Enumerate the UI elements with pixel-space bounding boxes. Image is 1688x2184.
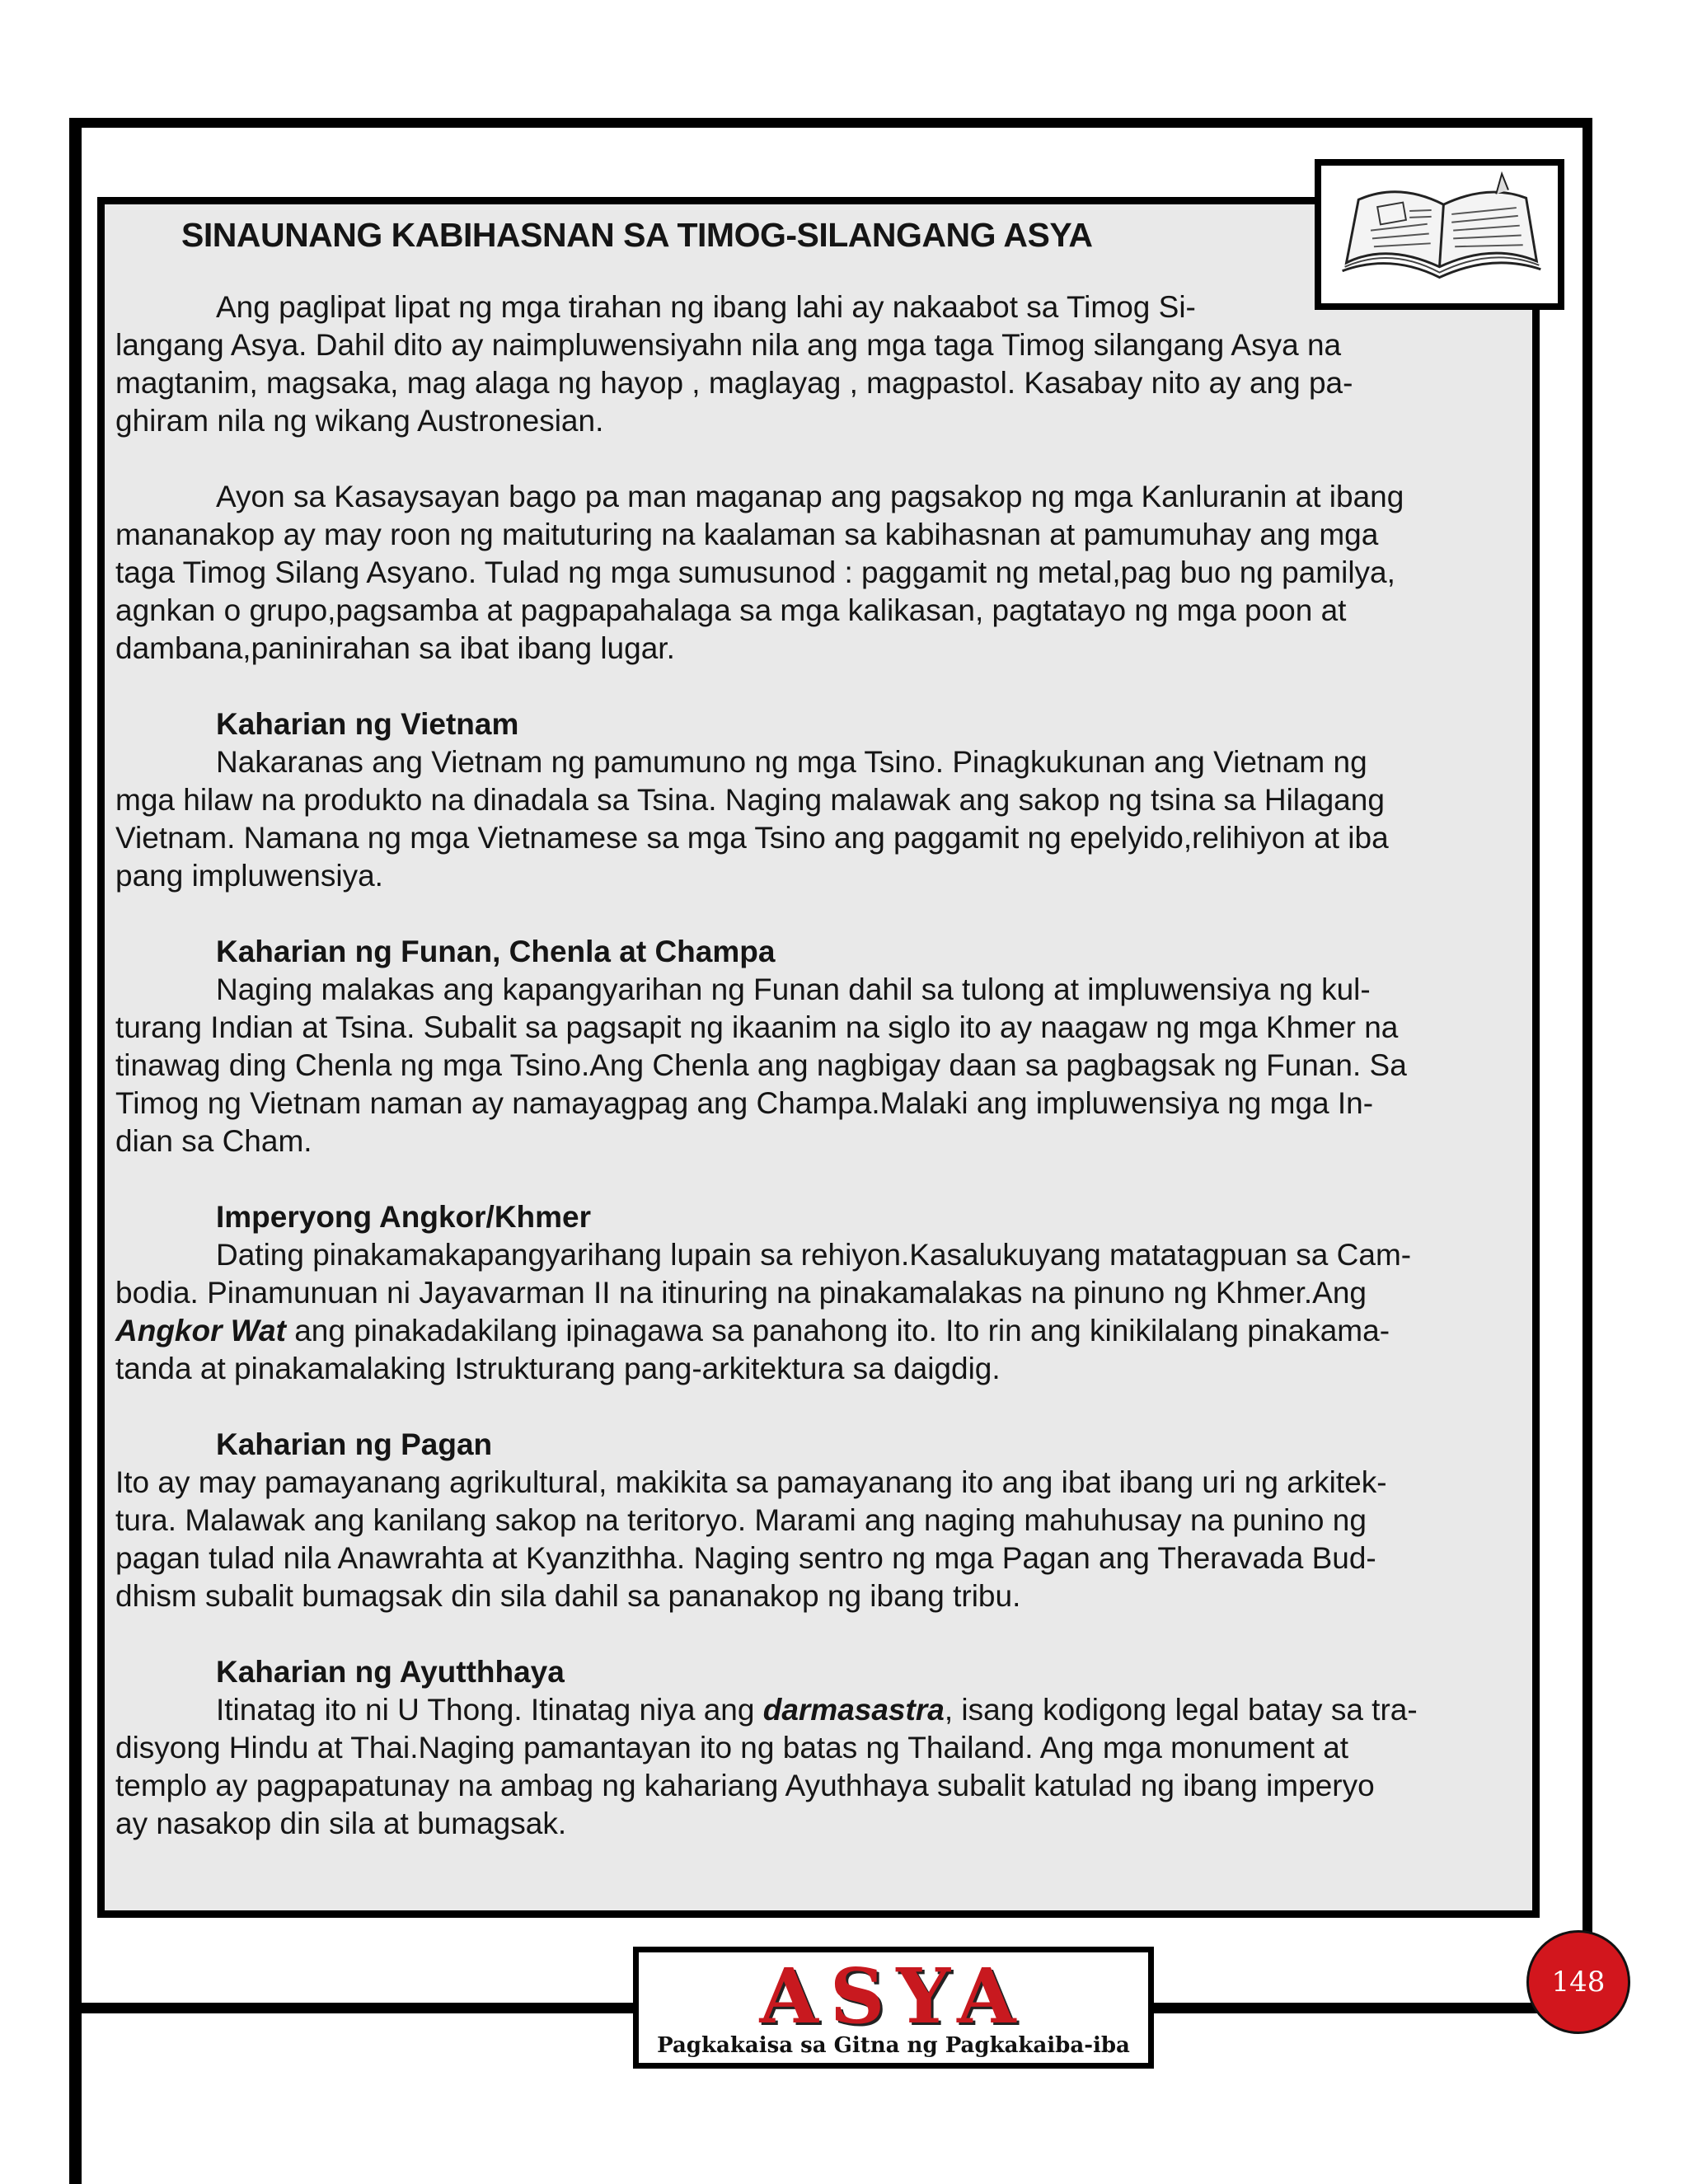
section-heading: Kaharian ng Ayutthhaya xyxy=(216,1655,565,1689)
text-line: mga hilaw na produkto na dinadala sa Tsina. Naging malawak ang sakop ng tsina sa Hilagang xyxy=(115,783,1385,817)
text-line: Ito ay may pamayanang agrikultural, makikita sa pamayanang ito ang ibat ibang uri ng arkitek- xyxy=(115,1465,1387,1499)
text-line: pang impluwensiya. xyxy=(115,859,383,893)
text-line: taga Timog Silang Asyano. Tulad ng mga sumusunod : paggamit ng metal,pag buo ng pamilya, xyxy=(115,555,1395,589)
text-line: dian sa Cham. xyxy=(115,1124,312,1158)
text-line: tanda at pinakamalaking Istrukturang pang-arkitektura sa daigdig. xyxy=(115,1352,1001,1385)
frame-top-border xyxy=(69,118,1592,128)
page-number-badge: 148 xyxy=(1529,1933,1628,2032)
section-funan xyxy=(115,933,1508,1160)
intro-paragraph xyxy=(115,288,1508,440)
text-line: turang Indian at Tsina. Subalit sa pagsapit ng ikaanim na siglo ito ay naagaw ng mga Khmer na xyxy=(115,1010,1399,1044)
section-heading: Kaharian ng Funan, Chenla at Champa xyxy=(216,935,776,968)
section-vietnam xyxy=(115,705,1508,895)
section-pagan xyxy=(115,1426,1508,1615)
text-line: bodia. Pinamunuan ni Jayavarman II na itinuring na pinakamalakas na pinuno ng Khmer.Ang xyxy=(115,1276,1367,1310)
text-line: Nakaranas ang Vietnam ng pamumuno ng mga Tsino. Pinagkukunan ang Vietnam ng xyxy=(216,745,1367,779)
text-line: Dating pinakamakapangyarihang lupain sa rehiyon.Kasalukuyang matatagpuan sa Cam- xyxy=(216,1238,1412,1272)
section-heading: Imperyong Angkor/Khmer xyxy=(216,1200,592,1234)
section-ayutthaya xyxy=(115,1653,1508,1843)
text-line: ghiram nila ng wikang Austronesian. xyxy=(115,404,604,438)
text-line: Timog ng Vietnam naman ay namayagpag ang Champa.Malaki ang impluwensiya ng mga In- xyxy=(115,1086,1374,1120)
article-body xyxy=(115,213,1508,1843)
logo-subtitle: Pagkakaisa sa Gitna ng Pagkakaiba-iba xyxy=(657,2033,1130,2058)
history-paragraph xyxy=(115,478,1508,668)
section-heading: Kaharian ng Pagan xyxy=(216,1427,493,1461)
section-angkor xyxy=(115,1198,1508,1388)
frame-right-border xyxy=(1582,118,1592,2013)
logo-wordmark: ASYA xyxy=(759,1952,1028,2041)
emphasis-angkor-wat: Angkor Wat xyxy=(115,1314,286,1347)
text-line: agnkan o grupo,pagsamba at pagpapahalaga sa mga kalikasan, pagtatayo ng mga poon at xyxy=(115,593,1347,627)
text-line xyxy=(115,1312,1508,1350)
section-heading: Kaharian ng Vietnam xyxy=(216,707,519,741)
text-fragment: Itinatag ito ni U Thong. Itinatag niya ang xyxy=(216,1693,763,1727)
text-line: pagan tulad nila Anawrahta at Kyanzithha. Naging sentro ng mga Pagan ang Theravada Bud- xyxy=(115,1541,1376,1575)
page-title: SINAUNANG KABIHASNAN SA TIMOG-SILANGANG ASYA xyxy=(181,216,1093,254)
asya-logo xyxy=(633,1947,1154,2069)
text-line: disyong Hindu at Thai.Naging pamantayan ito ng batas ng Thailand. Ang mga monument at xyxy=(115,1731,1349,1765)
text-line: tura. Malawak ang kanilang sakop na teritoryo. Marami ang naging mahuhusay na punino ng xyxy=(115,1503,1367,1537)
text-line xyxy=(115,1691,1508,1729)
text-line: Ayon sa Kasaysayan bago pa man maganap ang pagsakop ng mga Kanluranin at ibang xyxy=(216,480,1404,513)
text-line: tinawag ding Chenla ng mga Tsino.Ang Chenla ang nagbigay daan sa pagbagsak ng Funan. Sa xyxy=(115,1048,1407,1082)
text-line: Naging malakas ang kapangyarihan ng Funan dahil sa tulong at impluwensiya ng kul- xyxy=(216,972,1371,1006)
frame-left-border xyxy=(69,118,82,2184)
text-line: langang Asya. Dahil dito ay naimpluwensiyahn nila ang mga taga Timog silangang Asya na xyxy=(115,328,1342,362)
text-line: dhism subalit bumagsak din sila dahil sa pananakop ng ibang tribu. xyxy=(115,1579,1021,1613)
text-line: Ang paglipat lipat ng mga tirahan ng ibang lahi ay nakaabot sa Timog Si- xyxy=(216,290,1196,324)
text-fragment: , isang kodigong legal batay sa tra- xyxy=(944,1693,1418,1727)
text-line: ay nasakop din sila at bumagsak. xyxy=(115,1807,567,1840)
text-line: magtanim, magsaka, mag alaga ng hayop , maglayag , magpastol. Kasabay nito ay ang pa- xyxy=(115,366,1353,400)
text-fragment: ang pinakadakilang ipinagawa sa panahong ito. Ito rin ang kinikilalang pinakama- xyxy=(285,1314,1390,1347)
text-line: mananakop ay may roon ng maituturing na kaalaman sa kabihasnan at pamumuhay ang mga xyxy=(115,518,1379,551)
emphasis-darmasastra: darmasastra xyxy=(762,1693,945,1727)
text-line: Vietnam. Namana ng mga Vietnamese sa mga Tsino ang paggamit ng epelyido,relihiyon at iba xyxy=(115,821,1389,855)
text-line: dambana,paninirahan sa ibat ibang lugar. xyxy=(115,631,675,665)
text-line: templo ay pagpapatunay na ambag ng kahariang Ayuthhaya subalit katulad ng ibang imperyo xyxy=(115,1769,1375,1802)
